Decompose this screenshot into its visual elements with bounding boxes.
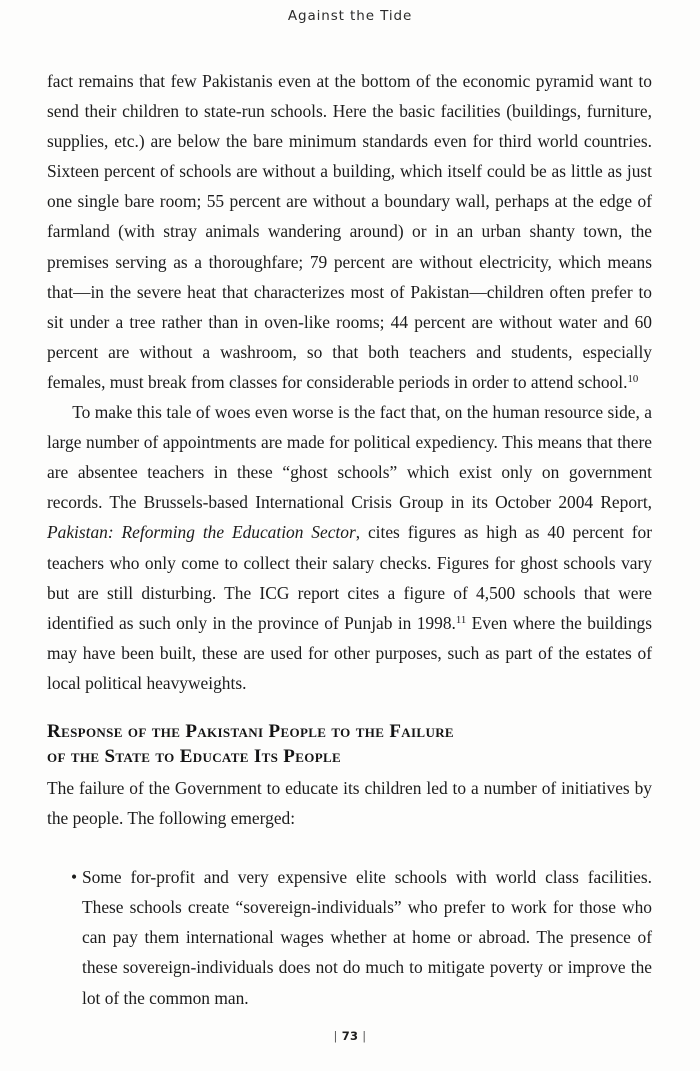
paragraph-2-text-part-3: Even where the buildings may have been built, these are used for other purposes, such as part of the estates of local political heavyweights. — [47, 612, 653, 693]
section-heading-line-1: Response of the Pakistani People to the Failure — [47, 720, 454, 742]
paragraph-2-text-part-1: To make this tale of woes even worse is the fact that, on the human resource side, a large number of appointments are made for political expediency. This means that there are absentee teachers in these “ghost schools” which exist only on government records. The Brussels-based International Crisis Group in its October 2004 Report, — [47, 402, 652, 513]
folio-rule-left: | — [333, 1029, 338, 1043]
paragraph-2-text-part-2: , cites figures as high as 40 percent for teachers who only come to collect their salary checks. Figures for ghost schools vary but are still disturbing. The ICG report cites a figure of 4,500 schools that were identified as such only in the province of Punjab in 1998. — [47, 522, 652, 633]
list-spacer — [47, 833, 652, 862]
folio-rule-right: | — [362, 1029, 367, 1043]
section-intro-paragraph: The failure of the Government to educate its children led to a number of initiatives by the people. The following emerged: — [47, 777, 652, 829]
report-title-italic: Pakistan: Reforming the Education Sector — [47, 522, 356, 543]
page-footer — [0, 1029, 700, 1043]
running-head: Against the Tide — [287, 8, 413, 24]
list-item-text: Some for-profit and very expensive elite schools with world class facilities. These schools create “sovereign-individuals” who prefer to work for those who can pay them international wages whether at home or abroad. The presence of these sovereign-individuals does not do much to mitigate poverty or improve the lot of the common man. — [82, 867, 652, 1008]
text-column — [47, 66, 652, 1013]
bullet-icon: • — [71, 867, 78, 888]
paragraph-1-text: fact remains that few Pakistanis even at the bottom of the economic pyramid want to send their children to state-run schools. Here the basic facilities (buildings, furniture, supplies, etc.) are below the bare minimum standards even for third world countries. Sixteen percent of schools are without a building, which itself could be as little as just one single bare room; 55 percent are without a boundary wall, perhaps at the edge of farmland (with stray animals wandering around) or in an urban shanty town, the premises serving as a thoroughfare; 79 percent are without electricity, which means that—in the severe heat that characterizes most of Pakistan—children often prefer to sit under a tree rather than in oven-like rooms; 44 percent are without water and 60 percent are without a washroom, so that both teachers and students, especially females, must break from classes for considerable periods in order to attend school. — [47, 71, 652, 392]
footnote-marker-11: 11 — [455, 613, 467, 626]
section-heading — [47, 698, 652, 770]
list-item — [47, 862, 652, 1012]
paragraph-continuation — [47, 66, 652, 397]
bullet-list — [47, 862, 652, 1012]
page-number: 73 — [341, 1029, 359, 1043]
paragraph-2 — [47, 397, 652, 698]
footnote-marker-10: 10 — [627, 373, 639, 386]
section-heading-line-2: of the State to Educate Its People — [47, 746, 342, 768]
